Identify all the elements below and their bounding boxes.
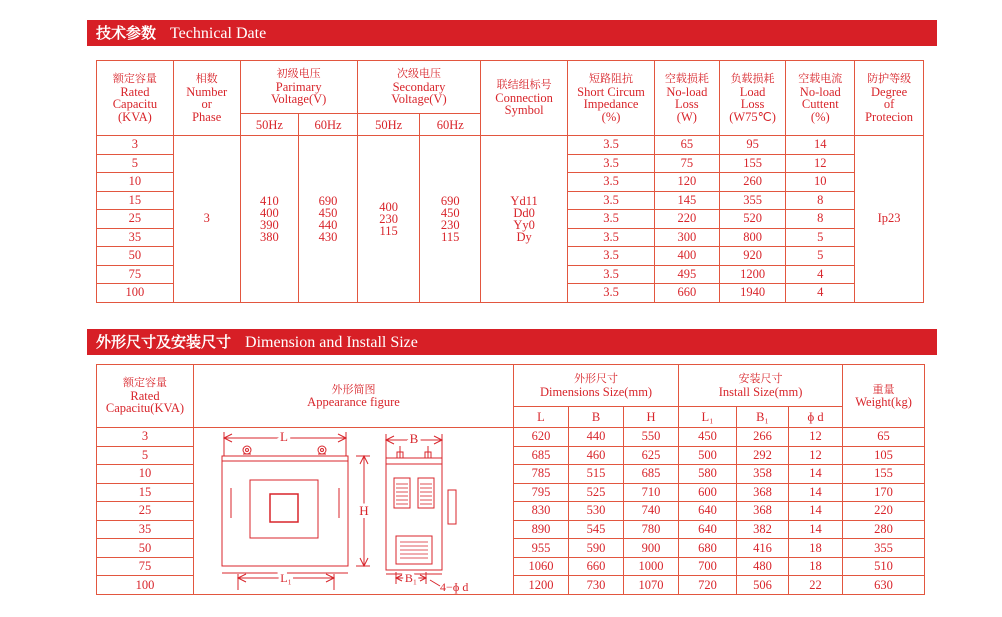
figure-label-B1: B₁ [404, 570, 418, 585]
cell-impedance: 3.5 [568, 191, 655, 210]
cell-noload-loss: 400 [655, 247, 720, 266]
cell-kva: 100 [97, 284, 174, 303]
cell-noload-current: 10 [786, 173, 855, 192]
cell-h: 1000 [624, 557, 679, 576]
cell-d: 22 [789, 576, 843, 595]
cell-kva: 10 [97, 465, 194, 484]
section-title-en: Technical Date [170, 25, 267, 42]
cell-h: 740 [624, 502, 679, 521]
cell-h: 900 [624, 539, 679, 558]
cell-impedance: 3.5 [568, 284, 655, 303]
header-d: ɸ d [789, 407, 843, 428]
figure-label-L1: L₁ [280, 570, 292, 585]
header-secondary-voltage: 次级电压 Secondary Voltage(V) [357, 61, 480, 114]
stack-value: 690 [318, 193, 338, 208]
cell-kva: 50 [97, 539, 194, 558]
stack-value: 690 [440, 193, 460, 208]
cell-load-loss: 260 [719, 173, 786, 192]
cell-noload-loss: 300 [655, 228, 720, 247]
cell-l: 1200 [514, 576, 569, 595]
cell-kva: 100 [97, 576, 194, 595]
header-dimensions-size: 外形尺寸 Dimensions Size(mm) [514, 365, 679, 407]
stack-value: Yd11 [510, 193, 538, 208]
cell-l1: 450 [679, 428, 737, 447]
header-noload-loss: 空载损耗 No-load Loss (W) [655, 61, 720, 136]
cell-kva: 10 [97, 173, 174, 192]
header-appearance-figure: 外形简图 Appearance figure [194, 365, 514, 428]
section-title-en: Dimension and Install Size [245, 334, 418, 351]
cell-kva: 3 [97, 136, 174, 155]
cell-w: 355 [843, 539, 925, 558]
cell-h: 550 [624, 428, 679, 447]
cell-h: 625 [624, 446, 679, 465]
stack-value: 115 [379, 223, 398, 238]
cell-load-loss: 920 [719, 247, 786, 266]
cell-noload-loss: 495 [655, 265, 720, 284]
header-primary-voltage: 初级电压 Parimary Voltage(V) [240, 61, 357, 114]
cell-impedance: 3.5 [568, 173, 655, 192]
cell-d: 14 [789, 483, 843, 502]
cell-impedance: 3.5 [568, 228, 655, 247]
cell-b1: 368 [737, 483, 789, 502]
cell-l: 785 [514, 465, 569, 484]
stack-value: Dd0 [513, 205, 535, 220]
cell-b1: 382 [737, 520, 789, 539]
cell-noload-loss: 75 [655, 154, 720, 173]
cell-l1: 680 [679, 539, 737, 558]
cell-w: 105 [843, 446, 925, 465]
header-load-loss: 负载损耗 Load Loss (W75℃) [719, 61, 786, 136]
cell-h: 780 [624, 520, 679, 539]
cell-noload-current: 5 [786, 247, 855, 266]
header-install-size: 安装尺寸 Install Size(mm) [679, 365, 843, 407]
stack-value: 410 [259, 193, 279, 208]
cell-d: 12 [789, 428, 843, 447]
stack-value: 450 [440, 205, 460, 220]
cell-kva: 50 [97, 247, 174, 266]
cell-impedance: 3.5 [568, 136, 655, 155]
cell-b: 440 [569, 428, 624, 447]
cell-noload-current: 8 [786, 191, 855, 210]
cell-b1: 368 [737, 502, 789, 521]
stack-value: 440 [318, 217, 338, 232]
stack-value: Yy0 [513, 217, 535, 232]
cell-l1: 720 [679, 576, 737, 595]
stack-value: Dy [516, 229, 532, 244]
cell-l: 795 [514, 483, 569, 502]
cell-b1: 416 [737, 539, 789, 558]
cell-b1: 506 [737, 576, 789, 595]
stack-value: 380 [259, 229, 279, 244]
header-primary-50hz: 50Hz [240, 114, 299, 136]
cell-b: 515 [569, 465, 624, 484]
cell-noload-current: 14 [786, 136, 855, 155]
header-primary-60hz: 60Hz [299, 114, 358, 136]
cell-noload-current: 12 [786, 154, 855, 173]
cell-b: 730 [569, 576, 624, 595]
cell-noload-current: 5 [786, 228, 855, 247]
header-rated-capacity: 额定容量 Rated Capacitu (KVA) [97, 61, 174, 136]
cell-primary-50hz [240, 136, 299, 303]
cell-w: 170 [843, 483, 925, 502]
header-L1: L₁ [679, 407, 737, 428]
cell-noload-loss: 120 [655, 173, 720, 192]
cell-kva: 75 [97, 265, 174, 284]
cell-impedance: 3.5 [568, 265, 655, 284]
cell-l1: 600 [679, 483, 737, 502]
cell-noload-loss: 65 [655, 136, 720, 155]
cell-kva: 5 [97, 154, 174, 173]
cell-secondary-60hz [420, 136, 481, 303]
cell-load-loss: 95 [719, 136, 786, 155]
cell-noload-loss: 145 [655, 191, 720, 210]
cell-b1: 266 [737, 428, 789, 447]
cell-l1: 500 [679, 446, 737, 465]
cell-b: 545 [569, 520, 624, 539]
cell-b: 525 [569, 483, 624, 502]
cell-noload-current: 8 [786, 210, 855, 229]
cell-b: 460 [569, 446, 624, 465]
cell-load-loss: 355 [719, 191, 786, 210]
stack-value: 230 [440, 217, 460, 232]
cell-kva: 5 [97, 446, 194, 465]
header-secondary-50hz: 50Hz [357, 114, 420, 136]
technical-table [96, 60, 924, 303]
header-secondary-60hz: 60Hz [420, 114, 481, 136]
stack-value: 115 [441, 229, 460, 244]
cell-load-loss: 1940 [719, 284, 786, 303]
figure-label-B: B [409, 430, 419, 446]
header-B: B [569, 407, 624, 428]
cell-noload-current: 4 [786, 284, 855, 303]
cell-secondary-50hz [357, 136, 420, 303]
cell-b: 660 [569, 557, 624, 576]
cell-load-loss: 1200 [719, 265, 786, 284]
cell-l: 830 [514, 502, 569, 521]
header-connection-symbol: 联结组标号 Connection Symbol [481, 61, 568, 136]
stack-value: 400 [379, 199, 398, 214]
cell-kva: 35 [97, 520, 194, 539]
cell-d: 14 [789, 465, 843, 484]
cell-l: 685 [514, 446, 569, 465]
section-banner-dimension [87, 329, 937, 355]
header-L: L [514, 407, 569, 428]
cell-l1: 580 [679, 465, 737, 484]
cell-l: 1060 [514, 557, 569, 576]
cell-d: 14 [789, 520, 843, 539]
cell-kva: 25 [97, 210, 174, 229]
cell-h: 1070 [624, 576, 679, 595]
cell-connection-symbol [481, 136, 568, 303]
stack-value: 430 [318, 229, 338, 244]
cell-d: 12 [789, 446, 843, 465]
stack-value: 230 [379, 211, 398, 226]
stack-value: 400 [259, 205, 279, 220]
header-protection-degree: 防护等级 Degree of Protecion [855, 61, 924, 136]
header-B1: B₁ [737, 407, 789, 428]
cell-load-loss: 155 [719, 154, 786, 173]
cell-kva: 35 [97, 228, 174, 247]
cell-w: 510 [843, 557, 925, 576]
cell-b: 530 [569, 502, 624, 521]
cell-l1: 700 [679, 557, 737, 576]
cell-w: 155 [843, 465, 925, 484]
table-row [97, 428, 925, 447]
cell-phase: 3 [173, 136, 240, 303]
cell-protection: Ip23 [855, 136, 924, 303]
cell-b1: 480 [737, 557, 789, 576]
cell-noload-current: 4 [786, 265, 855, 284]
cell-impedance: 3.5 [568, 154, 655, 173]
cell-l: 620 [514, 428, 569, 447]
cell-d: 18 [789, 557, 843, 576]
cell-h: 710 [624, 483, 679, 502]
cell-w: 220 [843, 502, 925, 521]
cell-noload-loss: 220 [655, 210, 720, 229]
section-banner-technical [87, 20, 937, 46]
cell-impedance: 3.5 [568, 247, 655, 266]
section-title-cn: 技术参数 [96, 24, 157, 42]
cell-b1: 292 [737, 446, 789, 465]
header-phase: 相数 Number or Phase [173, 61, 240, 136]
cell-b: 590 [569, 539, 624, 558]
cell-w: 280 [843, 520, 925, 539]
header-weight: 重量 Weight(kg) [843, 365, 925, 428]
cell-l: 890 [514, 520, 569, 539]
cell-kva: 15 [97, 483, 194, 502]
header-H: H [624, 407, 679, 428]
cell-b1: 358 [737, 465, 789, 484]
cell-h: 685 [624, 465, 679, 484]
figure-label-L: L [280, 428, 288, 444]
cell-d: 18 [789, 539, 843, 558]
figure-label-hole: 4−ɸ d [440, 579, 469, 594]
section-title-cn: 外形尺寸及安装尺寸 [96, 333, 232, 351]
cell-l: 955 [514, 539, 569, 558]
cell-w: 630 [843, 576, 925, 595]
cell-kva: 3 [97, 428, 194, 447]
figure-label-H: H [359, 502, 369, 518]
header-impedance: 短路阻抗 Short Circum Impedance (%) [568, 61, 655, 136]
cell-noload-loss: 660 [655, 284, 720, 303]
header-rated-capacity: 额定容量 Rated Capacitu(KVA) [97, 365, 194, 428]
cell-load-loss: 520 [719, 210, 786, 229]
cell-l1: 640 [679, 520, 737, 539]
cell-w: 65 [843, 428, 925, 447]
cell-impedance: 3.5 [568, 210, 655, 229]
transformer-outline-figure [194, 428, 512, 594]
cell-l1: 640 [679, 502, 737, 521]
header-noload-current: 空载电流 No-load Cuttent (%) [786, 61, 855, 136]
stack-value: 450 [318, 205, 338, 220]
cell-d: 14 [789, 502, 843, 521]
appearance-figure-cell [194, 428, 514, 595]
cell-primary-60hz [299, 136, 358, 303]
cell-kva: 15 [97, 191, 174, 210]
stack-value: 390 [259, 217, 279, 232]
table-row [97, 136, 924, 155]
dimension-table [96, 364, 925, 595]
cell-load-loss: 800 [719, 228, 786, 247]
cell-kva: 25 [97, 502, 194, 521]
cell-kva: 75 [97, 557, 194, 576]
